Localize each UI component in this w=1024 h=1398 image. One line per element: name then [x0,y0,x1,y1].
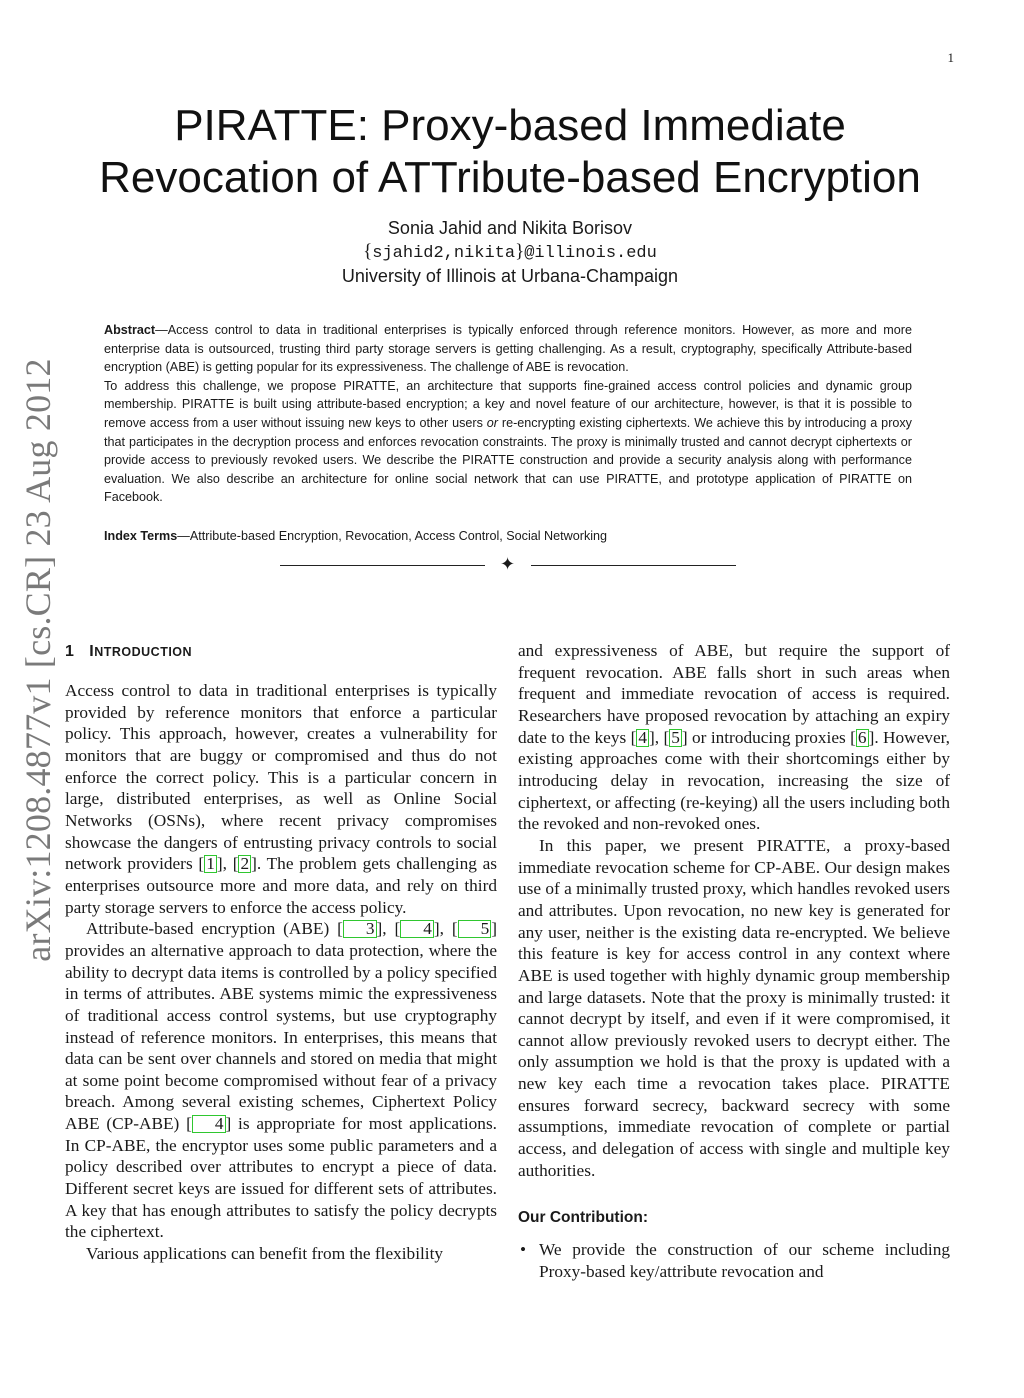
intro-text: ] or introducing proxies [ [681,727,856,747]
intro-text: ] is appropriate for most applications. In CP-ABE, the encryptor uses some public parameters and a policy described over attributes to encrypt a piece of data. Different secret keys are issued for different sets of attributes. A key that has enough attributes to satisfy the policy decrypts the ciphertext. [65,1114,497,1242]
list-item: • We provide the construction of our scheme including Proxy-based key/attribute revocation and [518,1239,950,1282]
citation-link[interactable]: 3 [343,920,377,938]
citation-link[interactable]: 1 [206,854,215,874]
intro-text: Access control to data in traditional enterprises is typically provided by reference monitors that enforce a particular policy. This approach, however, creates a vulnerability for monitors that are buggy or compromised and thus do not enforce the correct policy. This is a particular concern in large, distributed enterprises, as well as Online Social Networks (OSNs), where recent privacy compromises showcase the dangers of entrusting privacy controls to social network providers [ [65,681,497,874]
index-terms-text: Attribute-based Encryption, Revocation, Access Control, Social Networking [189,529,608,543]
intro-text: ], [ [216,854,239,874]
abstract-label: Abstract [104,323,156,337]
intro-text: ]. However, existing approaches come with their shortcomings either by introducing delay in revocation, increasing the size of ciphertext, or affecting (re-keying) all the users including both the revoked and non-revoked ones. [518,727,950,834]
section-heading [65,642,497,662]
contribution-list [518,1239,950,1282]
author-emails [60,240,960,266]
right-column [518,640,950,1282]
section-number: 1 [65,643,75,660]
intro-text: ]. The problem gets challenging as enterprises outsource more and more data, and rely on third party storage servers to enforce the access policy. [65,854,498,917]
divider-line-left [280,565,485,566]
affiliation: University of Illinois at Urbana-Champaign [341,266,679,286]
brace-close: } [515,241,525,262]
author-names: Sonia Jahid and Nikita Borisov [387,218,633,238]
section-divider [280,556,736,576]
intro-paragraph-2 [65,918,497,1243]
intro-text: Attribute-based encryption (ABE) [ [86,919,343,939]
abstract-paragraph-2 [104,377,912,507]
citation-link[interactable]: 5 [671,727,680,747]
abstract-dash: — [155,323,168,337]
citation-link[interactable]: 4 [400,920,434,938]
index-terms-dash: — [177,529,190,543]
intro-text: ] provides an alternative approach to data protection, where the ability to decrypt data items is controlled by a policy specified in terms of attributes. ABE systems mimic the expressiveness of traditional access control systems, but use cryptography instead of reference monitors. In enterprises, this means that data can be sent over channels and stored on media that might at some point become compromised without fear of a privacy breach. Among several existing schemes, Ciphertext Policy ABE (CP-ABE) [ [65,919,497,1134]
email-users: sjahid2,nikita [372,244,516,263]
abstract [104,321,912,507]
intro-text: ], [ [649,727,670,747]
intro-text: ], [ [433,919,458,939]
abstract-text-1: Access control to data in traditional enterprises is typically enforced through reference monitors. However, as more and more enterprise data is outsourced, trusting third party storage servers is getting challenging. As a result, cryptography, specifically Attribute-based encryption (ABE) is getting popular for its expressiveness. The challenge of ABE is revocation. [104,323,912,375]
citation-link[interactable]: 6 [857,727,867,747]
abstract-emphasis-or: or [486,415,498,430]
page-number: 1 [947,50,954,65]
intro-paragraph-1 [65,680,497,918]
divider-diamond-icon: ✦ [500,554,516,575]
abstract-text-2b: re-encrypting existing ciphertexts. We achieve this by introducing a proxy that participates in the decryption process and enforces revocation constraints. The proxy is minimally trusted and cannot decrypt ciphertexts or provide access to previously revoked users. We describe the PIRATTE construction and provide a security analysis along with performance evaluation. We also describe an architecture for online social network that can use PIRATTE, and prototype application of PIRATTE on Facebook. [104,415,912,505]
intro-paragraph-piratte: In this paper, we present PIRATTE, a proxy-based immediate revocation scheme for CP-ABE. Our design makes use of a minimally trusted proxy, which handles revoked users and attributes. Upon revocation, no new key is generated for any user, neither is the existing data re-encrypted. We believe this feature is key for access control in any context where ABE is used together with highly dynamic group membership and large datasets. Note that the proxy is minimally trusted: it cannot decrypt by itself, and even if it were compromised, it cannot allow previously revoked users to decrypt either. The only assumption we hold is that the proxy is updated with a new key each time a revocation takes place. PIRATTE ensures forward secrecy, backward secrecy with some assumptions, immediate revocation of complete or partial access, and delegation of access with single and multiple key authorities. [518,835,950,1180]
left-column [65,640,497,1265]
citation-link[interactable]: 4 [638,727,647,747]
intro-text: and expressiveness of ABE, but require the support of frequent revocation. ABE falls short in such areas when frequent and immediate revocation of access is required. Researchers have proposed revocation by attaching an expiry date to the keys [ [518,641,950,747]
intro-paragraph-continued [518,640,950,835]
intro-paragraph-3: Various applications can benefit from the flexibility [86,1244,444,1264]
brace-open: { [363,241,373,262]
paper-title: PIRATTE: Proxy-based Immediate Revocation of ATTribute-based Encryption [99,101,921,202]
intro-text: ], [ [376,919,401,939]
citation-link[interactable]: 4 [192,1115,226,1133]
section-title-rest: NTRODUCTION [94,645,193,659]
citation-link[interactable]: 2 [240,854,250,874]
arxiv-identifier: arXiv:1208.4877v1 [cs.CR] 23 Aug 2012 [18,358,58,962]
abstract-paragraph-1 [104,321,912,377]
divider-line-right [531,565,736,566]
index-terms-label: Index Terms [104,529,178,543]
email-domain: @illinois.edu [524,244,657,263]
contribution-heading: Our Contribution: [518,1209,648,1227]
citation-link[interactable]: 5 [458,920,492,938]
abstract-text-2a: To address this challenge, we propose PIRATTE, an architecture that supports fine-grained access control policies and dynamic group membership. PIRATTE is built using attribute-based encryption; a key and novel feature of our architecture, however, is that it is possible to remove access from a user without issuing new keys to other users [104,378,912,430]
index-terms [104,527,912,545]
section-title-initial: I [89,643,95,660]
